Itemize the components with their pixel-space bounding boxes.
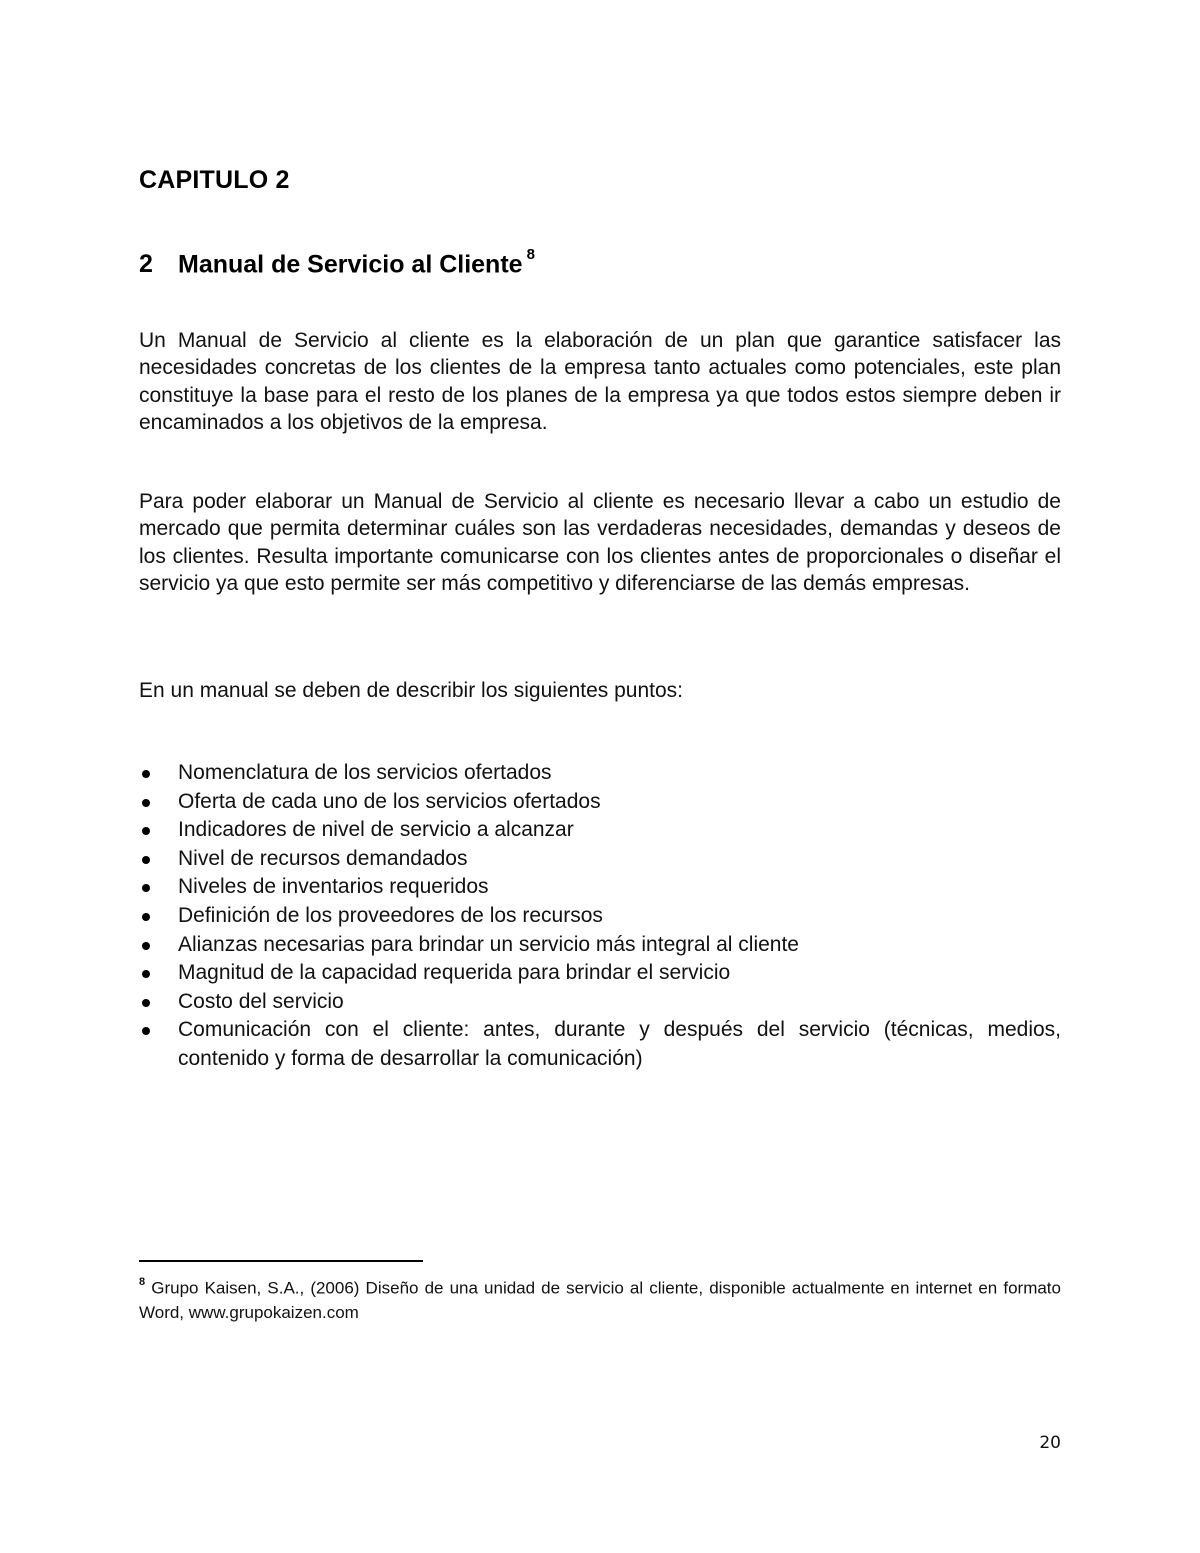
list-item-text: Definición de los proveedores de los recursos <box>178 903 603 927</box>
section-title: Manual de Servicio al Cliente <box>178 250 523 279</box>
bullet-icon <box>142 970 150 978</box>
list-item <box>139 759 1061 788</box>
page-number: 20 <box>1039 1433 1061 1453</box>
list-item <box>139 816 1061 845</box>
list-item-text: Nomenclatura de los servicios ofertados <box>178 761 552 784</box>
chapter-title: CAPITULO 2 <box>139 166 290 194</box>
footnote-separator <box>139 1260 423 1262</box>
paragraph-list-intro: En un manual se deben de describir los siguientes puntos: <box>139 679 684 702</box>
list-item <box>139 845 1061 874</box>
section-heading <box>139 246 535 279</box>
footnote-marker: 8 <box>139 1276 146 1288</box>
list-item-text: Alianzas necesarias para brindar un servicio más integral al cliente <box>178 932 799 956</box>
bullet-icon <box>142 884 150 892</box>
list-item-text: Oferta de cada uno de los servicios ofertados <box>178 789 601 813</box>
bullet-icon <box>142 999 150 1007</box>
bullet-icon <box>142 770 150 778</box>
section-number: 2 <box>139 250 153 279</box>
list-item-text: Magnitud de la capacidad requerida para brindar el servicio <box>178 961 731 985</box>
list-item <box>139 788 1061 817</box>
bullet-list <box>139 759 1061 1074</box>
bullet-icon <box>142 827 150 835</box>
list-item <box>139 873 1061 902</box>
list-item-text: Indicadores de nivel de servicio a alcanzar <box>178 818 574 842</box>
list-item <box>139 1016 1061 1073</box>
bullet-icon <box>142 856 150 864</box>
bullet-icon <box>142 1027 150 1035</box>
list-item <box>139 988 1061 1017</box>
list-item <box>139 931 1061 960</box>
list-item <box>139 902 1061 931</box>
list-item-text: Nivel de recursos demandados <box>178 846 468 870</box>
bullet-icon <box>142 799 150 807</box>
list-item <box>139 959 1061 988</box>
footnote <box>139 1272 1061 1326</box>
list-item-text: Comunicación con el cliente: antes, durante y después del servicio (técnicas, medios, contenido y forma de desarrollar la comunicación) <box>178 1018 1061 1070</box>
paragraph-market-study: Para poder elaborar un Manual de Servicio al cliente es necesario llevar a cabo un estudio de mercado que permita determinar cuáles son las verdaderas necesidades, demandas y deseos de los clientes. Resulta importante comunicarse con los clientes antes de proporcionales o diseñar el servicio ya que esto permite ser más competitivo y diferenciarse de las demás empresas. <box>139 490 1061 596</box>
list-item-text: Costo del servicio <box>178 989 344 1013</box>
bullet-icon <box>142 913 150 921</box>
paragraph-intro: Un Manual de Servicio al cliente es la elaboración de un plan que garantice satisfacer las necesidades concretas de los clientes de la empresa tanto actuales como potenciales, este plan constituye la base para el resto de los planes de la empresa ya que todos estos siempre deben ir encaminados a los objetivos de la empresa. <box>139 329 1061 435</box>
footnote-text: Grupo Kaisen, S.A., (2006) Diseño de una unidad de servicio al cliente, disponible actualmente en internet en formato Word, www.grupokaizen.com <box>139 1278 1061 1323</box>
footnote-reference: 8 <box>526 246 535 263</box>
list-item-text: Niveles de inventarios requeridos <box>178 875 489 899</box>
bullet-icon <box>142 942 150 950</box>
